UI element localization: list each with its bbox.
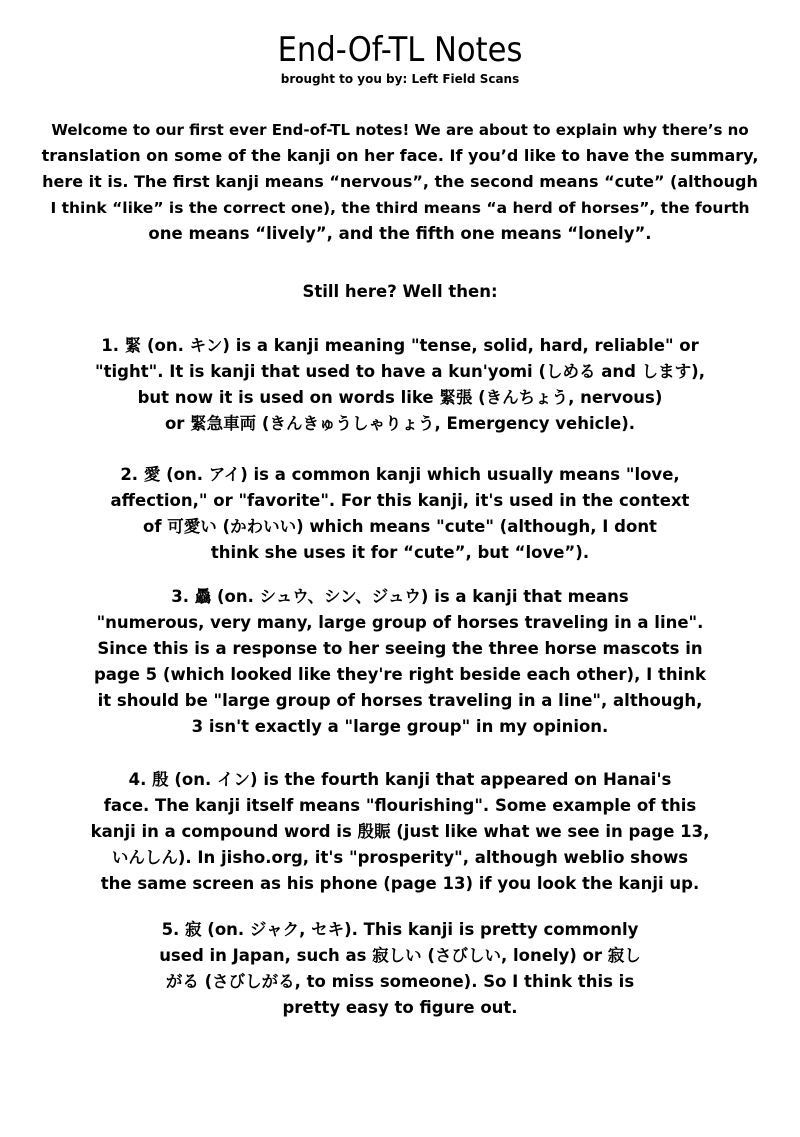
note-1 bbox=[40, 333, 760, 437]
note-line: "tight". It is kanji that used to have a kun'yomi (しめる and します), bbox=[95, 362, 705, 381]
note-line: 4. 殷 (on. イン) is the fourth kanji that appeared on Hanai's bbox=[128, 770, 672, 789]
intro-line: Welcome to our first ever End-of-TL notes! We are about to explain why there’s no bbox=[51, 121, 749, 139]
note-line: pretty easy to figure out. bbox=[282, 998, 518, 1017]
intro-line: translation on some of the kanji on her face. If you’d like to have the summary, bbox=[41, 146, 759, 165]
note-line: used in Japan, such as 寂しい (さびしい, lonely) or 寂し bbox=[159, 946, 641, 965]
note-line: がる (さびしがる, to miss someone). So I think this is bbox=[165, 972, 635, 991]
note-line: face. The kanji itself means "flourishing". Some example of this bbox=[103, 796, 697, 815]
intro-line: I think “like” is the correct one), the third means “a herd of horses”, the fourth bbox=[50, 199, 750, 217]
note-line: 3. 驫 (on. シュウ、シン、ジュウ) is a kanji that means bbox=[171, 587, 629, 606]
note-line: 1. 緊 (on. キン) is a kanji meaning "tense, solid, hard, reliable" or bbox=[101, 336, 699, 355]
note-line: 2. 愛 (on. アイ) is a common kanji which usually means "love, bbox=[120, 465, 680, 484]
note-line: Since this is a response to her seeing the three horse mascots in bbox=[97, 639, 703, 658]
transition-text: Still here? Well then: bbox=[302, 282, 498, 301]
note-5 bbox=[40, 917, 760, 1021]
note-line: the same screen as his phone (page 13) if you look the kanji up. bbox=[100, 874, 700, 893]
note-line: of 可愛い (かわいい) which means "cute" (although, I dont bbox=[143, 517, 657, 536]
transition-line bbox=[40, 279, 760, 305]
note-3 bbox=[40, 584, 760, 740]
page-title: End-Of-TL Notes bbox=[277, 30, 523, 70]
note-line: "numerous, very many, large group of horses traveling in a line". bbox=[96, 613, 704, 632]
note-4 bbox=[40, 767, 760, 897]
note-line: or 緊急車両 (きんきゅうしゃりょう, Emergency vehicle). bbox=[164, 414, 636, 433]
note-line: think she uses it for “cute”, but “love”). bbox=[210, 543, 590, 562]
note-line: page 5 (which looked like they're right beside each other), I think bbox=[93, 665, 706, 684]
note-line: 3 isn't exactly a "large group" in my opinion. bbox=[191, 717, 609, 736]
note-line: it should be "large group of horses traveling in a line", although, bbox=[97, 691, 703, 710]
intro-paragraph bbox=[40, 117, 760, 247]
intro-line: one means “lively”, and the fifth one means “lonely”. bbox=[148, 224, 652, 243]
credit-byline: brought to you by: Left Field Scans bbox=[280, 72, 520, 86]
intro-line: here it is. The first kanji means “nervous”, the second means “cute” (although bbox=[42, 172, 758, 191]
note-line: kanji in a compound word is 殷賑 (just like what we see in page 13, bbox=[90, 822, 710, 841]
note-line: affection," or "favorite". For this kanji, it's used in the context bbox=[110, 491, 690, 510]
note-2 bbox=[40, 462, 760, 566]
note-line: but now it is used on words like 緊張 (きんちょう, nervous) bbox=[137, 388, 663, 407]
note-line: 5. 寂 (on. ジャク, セキ). This kanji is pretty commonly bbox=[161, 920, 639, 939]
note-line: いんしん). In jisho.org, it's "prosperity", although weblio shows bbox=[111, 848, 689, 867]
